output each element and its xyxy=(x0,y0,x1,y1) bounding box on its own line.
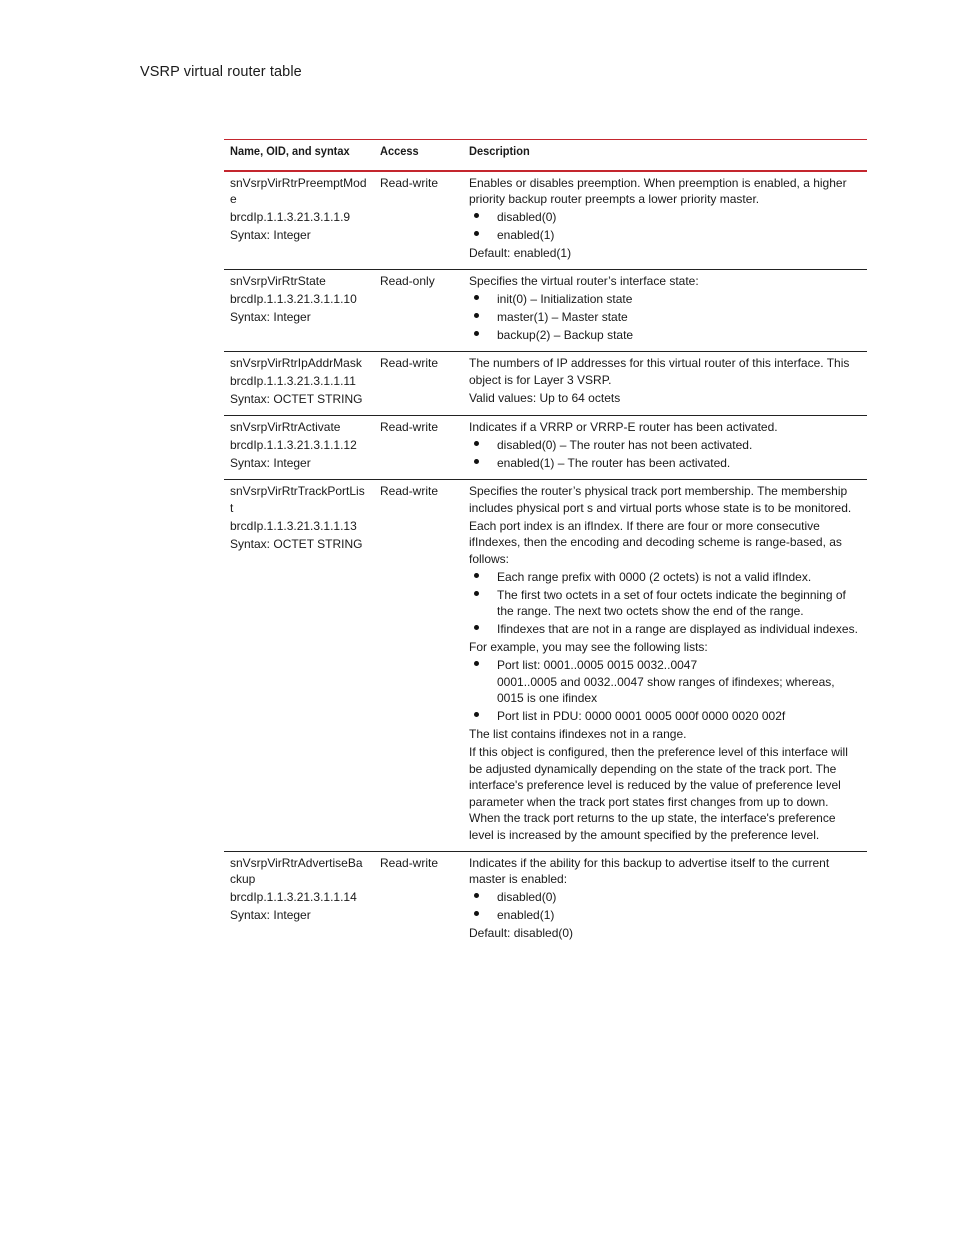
description-paragraph: Default: disabled(0) xyxy=(469,926,574,940)
bullet-item xyxy=(469,455,861,472)
bullet-list xyxy=(469,889,861,924)
bullet-item xyxy=(469,209,861,226)
cell-description xyxy=(463,352,867,416)
object-name: snVsrpVirRtrAdvertiseBackup xyxy=(230,855,363,886)
description-paragraph: Specifies the router’s physical track port membership. The membership includes physical port s and virtual ports whose state is to be monitored. xyxy=(469,484,852,515)
description-paragraph: Each port index is an ifIndex. If there are four or more consecutive ifIndexes, then the encoding and decoding scheme is range-based, as follows: xyxy=(469,518,842,566)
object-oid: brcdIp.1.1.3.21.3.1.1.13 xyxy=(230,518,357,533)
cell-access xyxy=(374,851,463,949)
column-header-name: Name, OID, and syntax xyxy=(230,144,350,158)
bullet-item xyxy=(469,437,861,454)
cell-name-oid-syntax xyxy=(224,352,374,416)
cell-name-oid-syntax xyxy=(224,851,374,949)
cell-access xyxy=(374,416,463,480)
object-name: snVsrpVirRtrPreemptMode xyxy=(230,175,367,206)
cell-description xyxy=(463,171,867,270)
description-paragraph: The numbers of IP addresses for this virtual router of this interface. This object is for Layer 3 VSRP. xyxy=(469,356,850,387)
cell-name-oid-syntax xyxy=(224,416,374,480)
bullet-text: disabled(0) xyxy=(497,210,557,224)
bullet-item xyxy=(469,657,861,707)
cell-description xyxy=(463,270,867,352)
table-row xyxy=(224,416,867,480)
description-paragraph: Enables or disables preemption. When preemption is enabled, a higher priority backup router preempts a lower priority master. xyxy=(469,175,847,206)
bullet-item xyxy=(469,227,861,244)
column-header-description: Description xyxy=(469,144,530,158)
cell-access xyxy=(374,352,463,416)
object-name: snVsrpVirRtrState xyxy=(230,274,326,288)
table-row xyxy=(224,171,867,270)
bullet-text: The first two octets in a set of four octets indicate the beginning of the range. The next two octets show the end of the range. xyxy=(497,587,846,618)
bullet-text: backup(2) – Backup state xyxy=(497,328,634,342)
table-row xyxy=(224,270,867,352)
bullet-text: enabled(1) xyxy=(497,908,555,922)
bullet-item xyxy=(469,708,861,725)
description-paragraph: If this object is configured, then the preference level of this interface will be adjusted dynamically depending on the state of the track port. The interface's preference level is reduced by the value of preference level parameter when the track port states first changes from up to down. When the track port returns to the up state, the interface's preference level is increased by the amount specified by the preference level. xyxy=(469,745,848,842)
bullet-text: disabled(0) xyxy=(497,890,557,904)
access-value: Read-write xyxy=(380,855,439,870)
description-paragraph: Indicates if a VRRP or VRRP-E router has been activated. xyxy=(469,420,778,434)
bullet-item xyxy=(469,587,861,620)
column-header-access: Access xyxy=(380,144,419,158)
table-header-row xyxy=(224,140,867,171)
description-paragraph: Valid values: Up to 64 octets xyxy=(469,390,621,405)
object-syntax: Syntax: OCTET STRING xyxy=(230,392,363,406)
access-value: Read-write xyxy=(380,356,439,370)
bullet-list xyxy=(469,569,861,638)
object-syntax: Syntax: Integer xyxy=(230,456,311,470)
bullet-text: 0001..0005 and 0032..0047 show ranges of ifindexes; whereas, 0015 is one ifindex xyxy=(497,674,835,705)
object-name: snVsrpVirRtrTrackPortList xyxy=(230,484,365,515)
bullet-item xyxy=(469,309,861,326)
object-syntax: Syntax: Integer xyxy=(230,228,311,242)
bullet-item xyxy=(469,569,861,586)
cell-access xyxy=(374,171,463,270)
cell-description xyxy=(463,416,867,480)
cell-name-oid-syntax xyxy=(224,270,374,352)
bullet-text: Port list: 0001..0005 0015 0032..0047 xyxy=(497,658,698,672)
bullet-list xyxy=(469,657,861,725)
object-syntax: Syntax: Integer xyxy=(230,908,311,922)
cell-description xyxy=(463,851,867,949)
bullet-text: disabled(0) – The router has not been activated. xyxy=(497,438,753,452)
cell-access xyxy=(374,270,463,352)
access-value: Read-write xyxy=(380,420,439,434)
bullet-text: enabled(1) xyxy=(497,228,555,242)
bullet-item xyxy=(469,327,861,344)
object-oid: brcdIp.1.1.3.21.3.1.1.11 xyxy=(230,374,356,388)
description-paragraph: Indicates if the ability for this backup to advertise itself to the current master is enabled: xyxy=(469,855,830,886)
cell-access xyxy=(374,480,463,852)
access-value: Read-only xyxy=(380,274,435,288)
cell-description xyxy=(463,480,867,852)
table-row xyxy=(224,851,867,949)
bullet-text: master(1) – Master state xyxy=(497,310,628,324)
bullet-item xyxy=(469,889,861,906)
bullet-list xyxy=(469,291,861,344)
description-paragraph: For example, you may see the following lists: xyxy=(469,640,708,654)
bullet-text: Each range prefix with 0000 (2 octets) is not a valid ifIndex. xyxy=(497,569,812,584)
bullet-item xyxy=(469,291,861,308)
object-oid: brcdIp.1.1.3.21.3.1.1.10 xyxy=(230,292,357,306)
mib-object-table xyxy=(224,139,867,949)
object-syntax: Syntax: OCTET STRING xyxy=(230,536,363,551)
bullet-text: enabled(1) – The router has been activated. xyxy=(497,456,731,470)
description-paragraph: Default: enabled(1) xyxy=(469,246,572,260)
bullet-text: Port list in PDU: 0000 0001 0005 000f 0000 0020 002f xyxy=(497,709,786,723)
object-oid: brcdIp.1.1.3.21.3.1.1.14 xyxy=(230,890,357,904)
object-syntax: Syntax: Integer xyxy=(230,310,311,324)
access-value: Read-write xyxy=(380,484,439,498)
page-header-title: VSRP virtual router table xyxy=(140,64,302,80)
object-name: snVsrpVirRtrActivate xyxy=(230,420,341,434)
object-oid: brcdIp.1.1.3.21.3.1.1.12 xyxy=(230,438,357,452)
bullet-text: init(0) – Initialization state xyxy=(497,292,633,306)
bullet-list xyxy=(469,209,861,244)
table-row xyxy=(224,352,867,416)
bullet-text: Ifindexes that are not in a range are displayed as individual indexes. xyxy=(497,622,858,636)
description-paragraph: The list contains ifindexes not in a range. xyxy=(469,727,687,741)
description-paragraph: Specifies the virtual router’s interface state: xyxy=(469,274,699,288)
object-oid: brcdIp.1.1.3.21.3.1.1.9 xyxy=(230,210,351,224)
bullet-item xyxy=(469,907,861,924)
cell-name-oid-syntax xyxy=(224,480,374,852)
table-row xyxy=(224,480,867,852)
access-value: Read-write xyxy=(380,175,439,190)
bullet-list xyxy=(469,437,861,472)
cell-name-oid-syntax xyxy=(224,171,374,270)
bullet-item xyxy=(469,621,861,638)
object-name: snVsrpVirRtrIpAddrMask xyxy=(230,356,362,370)
